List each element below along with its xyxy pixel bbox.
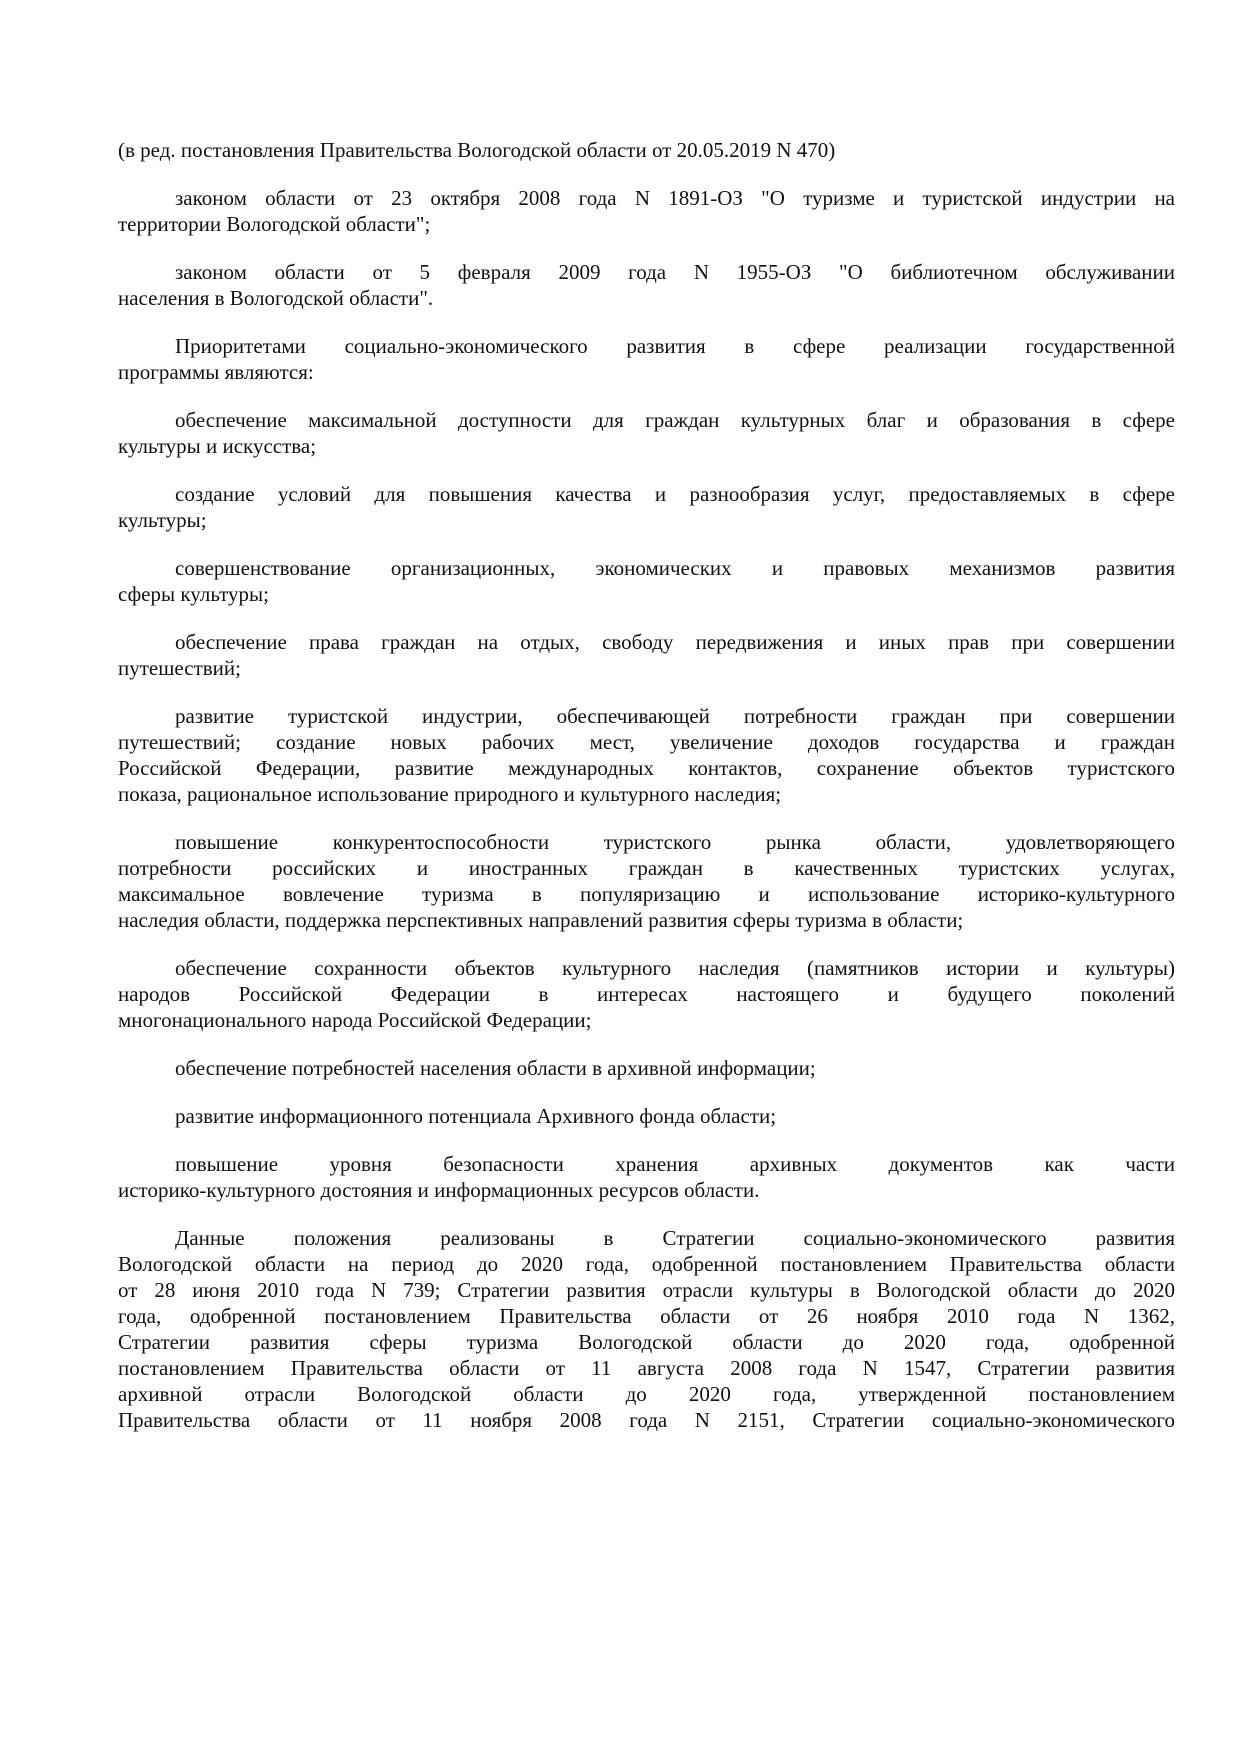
paragraph [118,1151,1175,1203]
text-line: культуры; [118,508,207,532]
paragraph [118,703,1175,807]
text-line: историко-культурного достояния и информационных ресурсов области. [118,1178,760,1202]
text-line: совершенствование организационных, экономических и правовых механизмов развития [175,556,1175,580]
text-line: обеспечение потребностей населения области в архивной информации; [175,1056,816,1080]
text-line: развитие туристской индустрии, обеспечивающей потребности граждан при совершении [175,704,1175,728]
text-line: Приоритетами социально-экономического развития в сфере реализации государственной [175,334,1175,358]
text-line: показа, рациональное использование природного и культурного наследия; [118,782,782,806]
paragraph [118,407,1175,459]
text-line: Вологодской области на период до 2020 года, одобренной постановлением Правительства области [118,1252,1175,1276]
paragraph [118,333,1175,385]
paragraph [118,1225,1175,1433]
text-line: создание условий для повышения качества и разнообразия услуг, предоставляемых в сфере [175,482,1175,506]
paragraph [118,629,1175,681]
text-line: Российской Федерации, развитие международных контактов, сохранение объектов туристского [118,756,1175,780]
document-page [118,137,1175,1455]
text-line: постановлением Правительства области от 11 августа 2008 года N 1547, Стратегии развития [118,1356,1175,1380]
text-line: сферы культуры; [118,582,269,606]
text-line: архивной отрасли Вологодской области до 2020 года, утвержденной постановлением [118,1382,1175,1406]
text-line: обеспечение права граждан на отдых, свободу передвижения и иных прав при совершении [175,630,1175,654]
paragraph [118,1103,1175,1129]
text-line: многонационального народа Российской Федерации; [118,1008,592,1032]
text-line: программы являются: [118,360,314,384]
text-line: законом области от 23 октября 2008 года N 1891-ОЗ "О туризме и туристской индустрии на [175,186,1175,210]
text-line: наследия области, поддержка перспективных направлений развития сферы туризма в области; [118,908,964,932]
paragraph [118,829,1175,933]
paragraph [118,259,1175,311]
text-line: повышение конкурентоспособности туристского рынка области, удовлетворяющего [175,830,1175,854]
text-line: развитие информационного потенциала Архивного фонда области; [175,1104,777,1128]
text-line: путешествий; [118,656,241,680]
text-line: законом области от 5 февраля 2009 года N 1955-ОЗ "О библиотечном обслуживании [175,260,1175,284]
text-line: обеспечение максимальной доступности для граждан культурных благ и образования в сфере [175,408,1175,432]
paragraph [118,955,1175,1033]
text-line: Стратегии развития сферы туризма Вологодской области до 2020 года, одобренной [118,1330,1175,1354]
text-line: территории Вологодской области"; [118,212,431,236]
text-line: Данные положения реализованы в Стратегии социально-экономического развития [175,1226,1175,1250]
paragraph [118,185,1175,237]
text-line: года, одобренной постановлением Правительства области от 26 ноября 2010 года N 1362, [118,1304,1175,1328]
text-line: населения в Вологодской области". [118,286,434,310]
text-line: народов Российской Федерации в интересах настоящего и будущего поколений [118,982,1175,1006]
text-line: потребности российских и иностранных граждан в качественных туристских услугах, [118,856,1175,880]
text-line: обеспечение сохранности объектов культурного наследия (памятников истории и культуры) [175,956,1175,980]
text-line: Правительства области от 11 ноября 2008 года N 2151, Стратегии социально-экономического [118,1408,1175,1432]
text-line: повышение уровня безопасности хранения архивных документов как части [175,1152,1175,1176]
text-line: максимальное вовлечение туризма в популяризацию и использование историко-культурного [118,882,1175,906]
paragraph [118,481,1175,533]
text-line: путешествий; создание новых рабочих мест, увеличение доходов государства и граждан [118,730,1175,754]
paragraph [118,137,1175,163]
paragraph [118,555,1175,607]
text-line: культуры и искусства; [118,434,317,458]
paragraph [118,1055,1175,1081]
text-line: от 28 июня 2010 года N 739; Стратегии развития отрасли культуры в Вологодской области до 2020 [118,1278,1175,1302]
text-line: (в ред. постановления Правительства Вологодской области от 20.05.2019 N 470) [118,138,836,162]
